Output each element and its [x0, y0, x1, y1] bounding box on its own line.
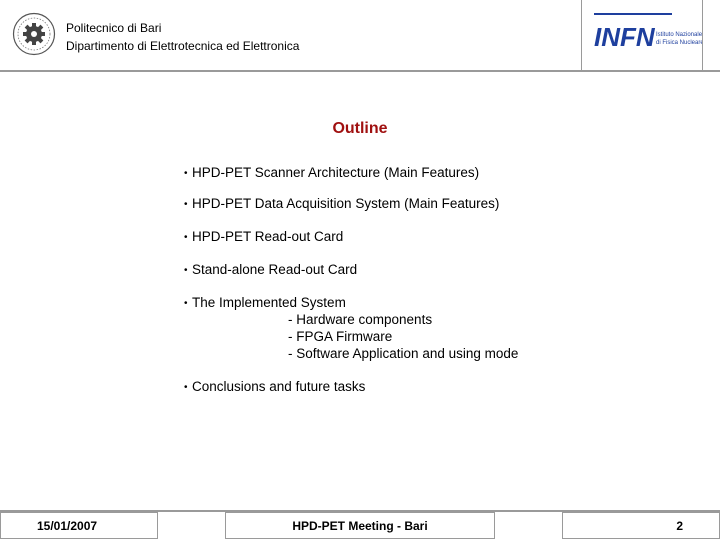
bullet-item: [184, 378, 365, 396]
header-institution: [66, 19, 299, 55]
bullet-icon: •: [184, 168, 188, 179]
infn-line1: Istituto Nazionale: [656, 32, 702, 38]
bullet-icon: •: [184, 382, 188, 393]
bullet-text: Conclusions and future tasks: [192, 379, 366, 394]
bullet-text: The Implemented System: [192, 295, 346, 310]
header-divider: [0, 70, 720, 72]
bullet-text: HPD-PET Scanner Architecture (Main Features): [192, 165, 480, 180]
bullet-text: Stand-alone Read-out Card: [192, 262, 358, 277]
footer-page-number: 2: [562, 512, 720, 539]
infn-brand: INFN: [594, 22, 655, 52]
department-name: Dipartimento di Elettrotecnica ed Elettronica: [66, 39, 300, 53]
sub-item: - FPGA Firmware: [288, 329, 393, 344]
slide-title: Outline: [332, 120, 388, 137]
sub-item: - Software Application and using mode: [288, 346, 519, 361]
bullet-item: [184, 294, 346, 312]
infn-logo: [581, 0, 703, 71]
politecnico-logo-icon: [12, 12, 56, 56]
bullet-item: [184, 228, 343, 246]
bullet-icon: •: [184, 232, 188, 243]
institution-name: Politecnico di Bari: [66, 21, 162, 35]
bullet-text: HPD-PET Read-out Card: [192, 229, 344, 244]
infn-line2: di Fisica Nucleare: [656, 40, 702, 46]
bullet-icon: •: [184, 298, 188, 309]
footer-event: HPD-PET Meeting - Bari: [225, 512, 495, 539]
bullet-text: HPD-PET Data Acquisition System (Main Features): [192, 196, 500, 211]
bullet-icon: •: [184, 265, 188, 276]
bullet-item: [184, 195, 499, 213]
sub-item: - Hardware components: [288, 312, 433, 327]
bullet-icon: •: [184, 199, 188, 210]
bullet-item: [184, 261, 357, 279]
footer-date: 15/01/2007: [0, 512, 158, 539]
bullet-item: [184, 164, 479, 182]
